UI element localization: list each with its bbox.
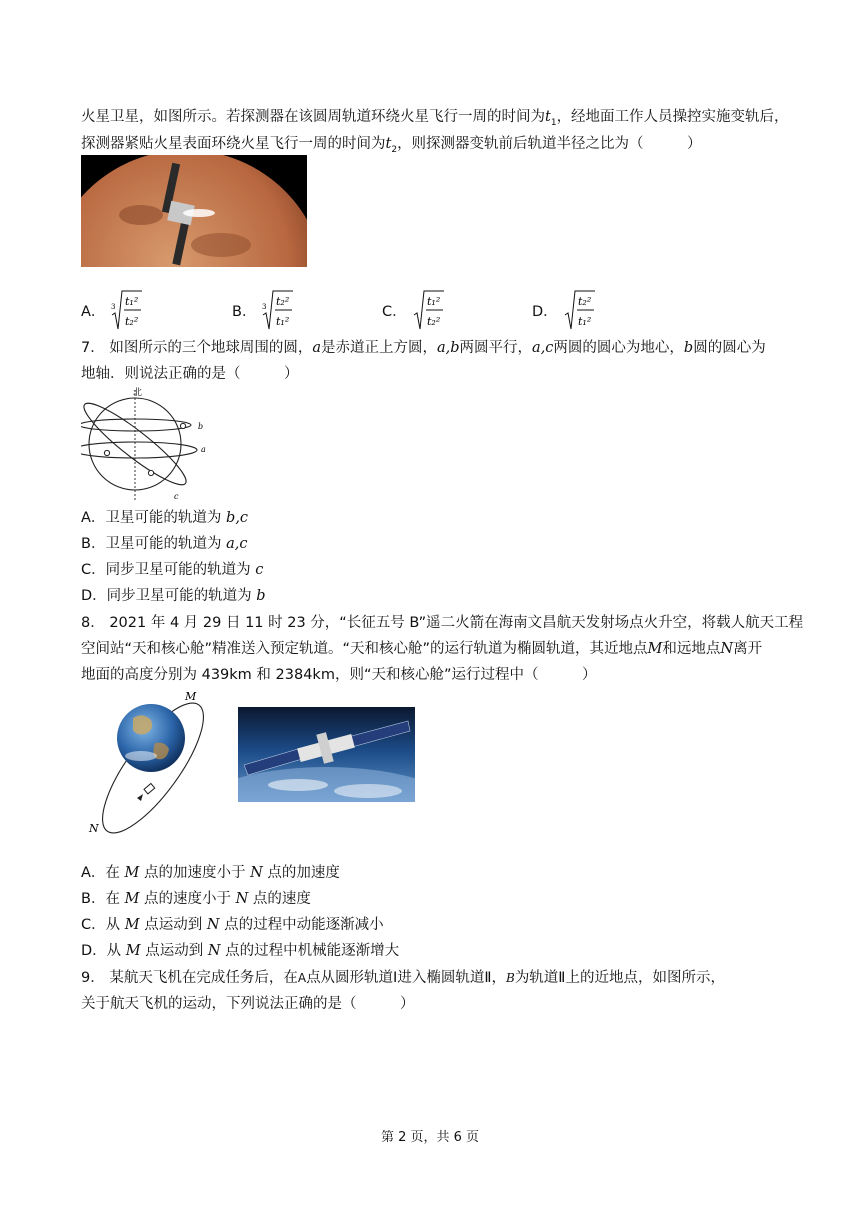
option-var: b,c (226, 510, 249, 526)
svg-text:t₁²: t₁² (577, 315, 591, 328)
square-root-icon (562, 287, 596, 333)
option-text: 点的加速度 (262, 865, 340, 881)
label-N: N (89, 822, 99, 835)
q9-text: 9． 某航天飞机在完成任务后，在 (81, 970, 298, 986)
svg-text:t₂²: t₂² (577, 295, 591, 308)
option-text: 点的过程中动能逐渐减小 (219, 917, 384, 933)
q7-text: 是赤道正上方圆， (321, 340, 437, 356)
q8-option-a[interactable] (81, 863, 340, 883)
option-text: A．卫星可能的轨道为 (81, 510, 222, 526)
q9-text: 为轨道Ⅱ上的近地点，如图所示， (514, 970, 725, 986)
q7-option-c[interactable] (81, 560, 263, 580)
label-M: M (185, 690, 197, 703)
label-b: b (198, 422, 204, 431)
q6-option-b[interactable] (232, 286, 294, 334)
q9-text-2: 关于航天飞机的运动，下列说法正确的是（ ） (81, 996, 415, 1012)
q8-text: 和远地点 (662, 641, 721, 657)
option-text: A．在 (81, 865, 125, 881)
q6-text: 火星卫星，如图所示。若探测器在该圆周轨道环绕火星飞行一周的时间为 (81, 109, 545, 125)
q7-line-1 (81, 338, 766, 358)
q8-line-2 (81, 639, 762, 659)
earth-orbit-diagram (81, 688, 211, 836)
svg-text:3: 3 (111, 303, 116, 311)
option-text: 点的加速度小于 (139, 865, 251, 881)
label-c: c (174, 492, 179, 501)
option-text: 点的速度小于 (139, 891, 236, 907)
option-var: c (255, 562, 264, 578)
cube-root-icon (260, 287, 294, 333)
label-a: a (201, 445, 206, 454)
q8-line-1 (81, 613, 803, 633)
option-var: M (124, 891, 140, 907)
square-root-icon (411, 287, 445, 333)
option-text: D．从 (81, 943, 126, 959)
page-footer: 第 2 页，共 6 页 (380, 1130, 480, 1145)
option-text: 点运动到 (140, 943, 208, 959)
var-t1: t (545, 109, 551, 125)
var-t1-sub: 1 (550, 117, 557, 128)
q7-text: 两圆平行， (459, 340, 533, 356)
option-var: M (124, 865, 140, 881)
var-B: B (505, 971, 515, 985)
option-var: b (256, 588, 266, 604)
option-text: B．在 (81, 891, 125, 907)
option-text: 点运动到 (139, 917, 207, 933)
q7-text: 7． 如图所示的三个地球周围的圆， (81, 340, 313, 356)
q6-text-end: ，经地面工作人员操控实施变轨后， (556, 109, 789, 125)
q8-text: 8． 2021 年 4 月 29 日 11 时 23 分，“长征五号 B”遥二火箭在海南文昌航天发射场点火升空，将载人航天工程 (81, 615, 804, 631)
q8-text: 空间站“天和核心舱”精准送入预定轨道。“天和核心舱”的运行轨道为椭圆轨道，其近地点 (81, 641, 648, 657)
q7-text: 圆的圆心为 (693, 340, 766, 356)
option-var: N (206, 917, 220, 933)
q8-option-d[interactable] (81, 941, 399, 961)
svg-text:t₂²: t₂² (426, 315, 440, 328)
q6-option-d[interactable] (532, 286, 596, 334)
q8-option-b[interactable] (81, 889, 311, 909)
q7-text: 两圆的圆心为地心， (553, 340, 684, 356)
q9-line-2 (81, 994, 415, 1014)
q7-line-2 (81, 364, 299, 384)
q7-option-d[interactable] (81, 586, 266, 606)
option-text: C．同步卫星可能的轨道为 (81, 562, 251, 578)
q6-option-c[interactable] (382, 286, 445, 334)
option-label: B． (232, 303, 257, 320)
var-a: a (312, 340, 321, 356)
mars-probe-image (81, 155, 307, 267)
q6-text-2-end: ，则探测器变轨前后轨道半径之比为（ ） (397, 136, 702, 152)
var-t2: t (385, 136, 392, 152)
option-var: N (207, 943, 221, 959)
svg-text:t₂²: t₂² (276, 295, 290, 308)
svg-text:t₂²: t₂² (125, 315, 139, 328)
var-A: A (297, 971, 307, 985)
option-text: 点的过程中机械能逐渐增大 (220, 943, 400, 959)
q7-option-a[interactable] (81, 508, 248, 528)
space-station-image (238, 707, 415, 802)
option-label: C． (382, 303, 407, 320)
var-ac: a,c (532, 340, 554, 356)
var-t2-sub: 2 (391, 144, 398, 155)
option-text: 点的速度 (248, 891, 311, 907)
svg-text:t₁²: t₁² (426, 295, 440, 308)
q7-option-b[interactable] (81, 534, 247, 554)
svg-text:3: 3 (262, 303, 267, 311)
option-text: D．同步卫星可能的轨道为 (81, 588, 252, 604)
var-M: M (647, 641, 663, 657)
q8-text: 离开 (733, 641, 763, 657)
q6-text-2: 探测器紧贴火星表面环绕火星飞行一周的时间为 (81, 136, 386, 152)
q8-option-c[interactable] (81, 915, 384, 935)
option-var: N (250, 865, 263, 881)
q9-line-1 (81, 968, 725, 988)
q7-text-2: 地轴．则说法正确的是（ ） (81, 366, 299, 382)
q9-text: 点从圆形轨道Ⅰ进入椭圆轨道Ⅱ， (306, 970, 506, 986)
orbit-diagram (81, 386, 211, 504)
cube-root-icon (109, 287, 143, 333)
option-var: N (235, 891, 249, 907)
q6-option-a[interactable] (81, 286, 143, 334)
option-var: a,c (226, 536, 248, 552)
option-var: M (124, 917, 140, 933)
var-N: N (720, 641, 734, 657)
var-b: b (683, 340, 694, 356)
option-text: C．从 (81, 917, 125, 933)
q6-line-1 (81, 107, 789, 133)
option-label: D． (532, 303, 558, 320)
option-label: A． (81, 303, 106, 320)
var-ab: a,b (437, 340, 460, 356)
q8-line-3 (81, 665, 596, 685)
label-north: 北 (133, 388, 143, 398)
option-text: B．卫星可能的轨道为 (81, 536, 222, 552)
svg-text:t₁²: t₁² (125, 295, 139, 308)
option-var: M (125, 943, 141, 959)
q8-text: 地面的高度分别为 439km 和 2384km，则“天和核心舱”运行过程中（ ） (81, 667, 597, 683)
svg-text:t₁²: t₁² (276, 315, 290, 328)
